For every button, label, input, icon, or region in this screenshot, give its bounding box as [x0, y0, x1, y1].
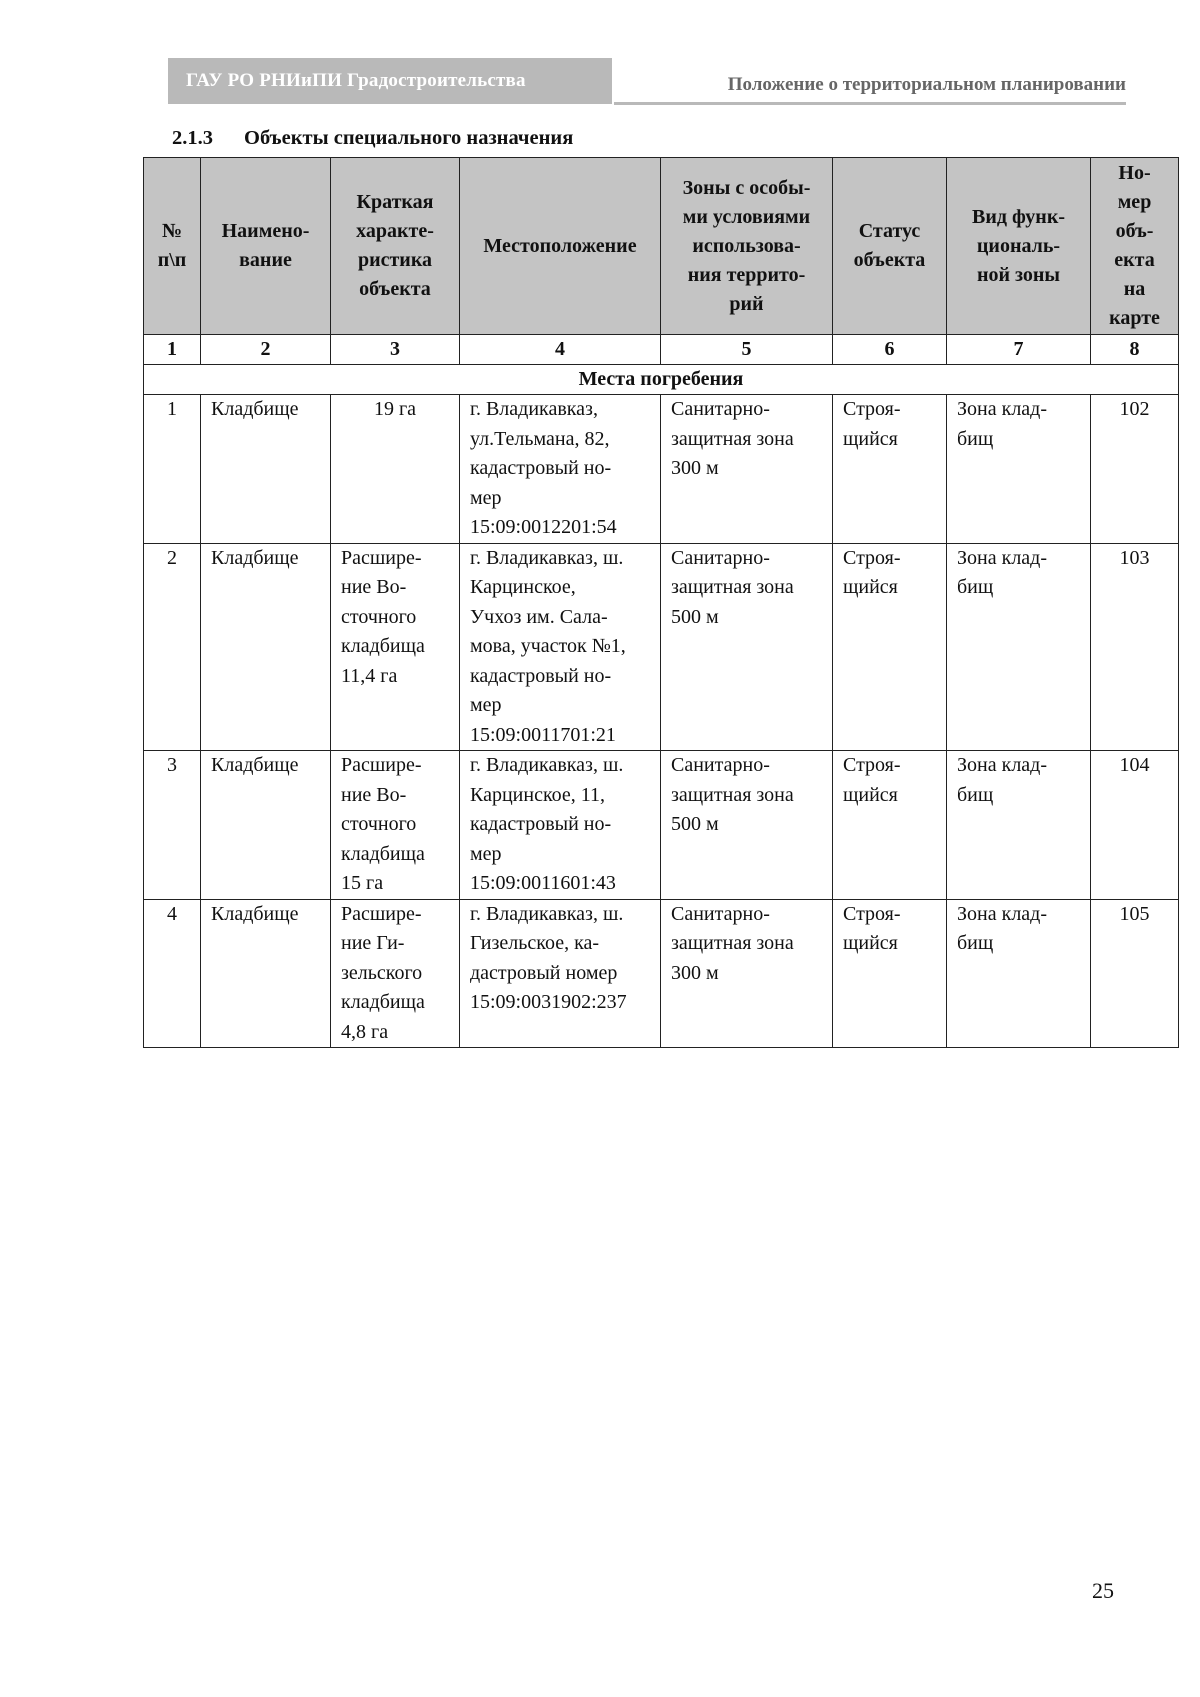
- row-zones: Санитарно- защитная зона 500 м: [661, 751, 833, 900]
- row-characteristic: Расшире- ние Во- сточного кладбища 15 га: [331, 751, 460, 900]
- row-status: Строя- щийся: [833, 899, 947, 1048]
- section-heading: [172, 127, 573, 150]
- row-function-zone: Зона клад- бищ: [947, 543, 1091, 751]
- row-characteristic: Расшире- ние Ги- зельского кладбища 4,8 га: [331, 899, 460, 1048]
- row-status: Строя- щийся: [833, 395, 947, 544]
- column-number-row: [144, 335, 1179, 365]
- column-number: 2: [201, 335, 331, 365]
- row-status: Строя- щийся: [833, 751, 947, 900]
- row-map-number: 105: [1091, 899, 1179, 1048]
- row-location: г. Владикавказ, ш. Карцинское, Учхоз им. Сала- мова, участок №1, кадастровый но- мер 15:09:0011701:21: [460, 543, 661, 751]
- header-cell-location: Местоположение: [460, 158, 661, 335]
- table-header-row: [144, 158, 1179, 335]
- header-cell-zones: Зоны с особы- ми условиями использова- ния террито- рий: [661, 158, 833, 335]
- table-row: [144, 899, 1179, 1048]
- row-status: Строя- щийся: [833, 543, 947, 751]
- row-name: Кладбище: [201, 899, 331, 1048]
- header-cell-characteristic: Краткая характе- ристика объекта: [331, 158, 460, 335]
- row-location: г. Владикавказ, ш. Гизельское, ка- дастровый номер 15:09:0031902:237: [460, 899, 661, 1048]
- column-number: 1: [144, 335, 201, 365]
- row-location: г. Владикавказ, ш. Карцинское, 11, кадастровый но- мер 15:09:0011601:43: [460, 751, 661, 900]
- page-number: 25: [1092, 1578, 1114, 1603]
- row-function-zone: Зона клад- бищ: [947, 899, 1091, 1048]
- row-zones: Санитарно- защитная зона 300 м: [661, 395, 833, 544]
- group-title: Места погребения: [144, 365, 1179, 395]
- table-row: [144, 543, 1179, 751]
- section-title: Объекты специального назначения: [244, 127, 574, 149]
- section-number: 2.1.3: [172, 127, 213, 149]
- row-characteristic: 19 га: [331, 395, 460, 544]
- column-number: 8: [1091, 335, 1179, 365]
- row-number: 1: [144, 395, 201, 544]
- row-map-number: 104: [1091, 751, 1179, 900]
- row-function-zone: Зона клад- бищ: [947, 751, 1091, 900]
- row-number: 4: [144, 899, 201, 1048]
- column-number: 3: [331, 335, 460, 365]
- header-organization: ГАУ РО РНИиПИ Градостроительства: [168, 58, 612, 104]
- column-number: 6: [833, 335, 947, 365]
- row-function-zone: Зона клад- бищ: [947, 395, 1091, 544]
- header-document-title: Положение о территориальном планировании: [727, 74, 1126, 95]
- row-location: г. Владикавказ, ул.Тельмана, 82, кадастровый но- мер 15:09:0012201:54: [460, 395, 661, 544]
- group-row: [144, 365, 1179, 395]
- row-name: Кладбище: [201, 395, 331, 544]
- table-row: [144, 751, 1179, 900]
- row-zones: Санитарно- защитная зона 300 м: [661, 899, 833, 1048]
- header-cell-map-number: Но- мер объ- екта на карте: [1091, 158, 1179, 335]
- header-cell-number: № п\п: [144, 158, 201, 335]
- row-map-number: 102: [1091, 395, 1179, 544]
- column-number: 7: [947, 335, 1091, 365]
- column-number: 5: [661, 335, 833, 365]
- row-zones: Санитарно- защитная зона 500 м: [661, 543, 833, 751]
- column-number: 4: [460, 335, 661, 365]
- objects-table: [143, 157, 1179, 1048]
- header-cell-function-zone: Вид функ- циональ- ной зоны: [947, 158, 1091, 335]
- row-name: Кладбище: [201, 751, 331, 900]
- header-cell-status: Статус объекта: [833, 158, 947, 335]
- header-rule: [614, 102, 1126, 105]
- row-characteristic: Расшире- ние Во- сточного кладбища 11,4 га: [331, 543, 460, 751]
- table-row: [144, 395, 1179, 544]
- row-map-number: 103: [1091, 543, 1179, 751]
- row-name: Кладбище: [201, 543, 331, 751]
- row-number: 2: [144, 543, 201, 751]
- header-cell-name: Наимено- вание: [201, 158, 331, 335]
- row-number: 3: [144, 751, 201, 900]
